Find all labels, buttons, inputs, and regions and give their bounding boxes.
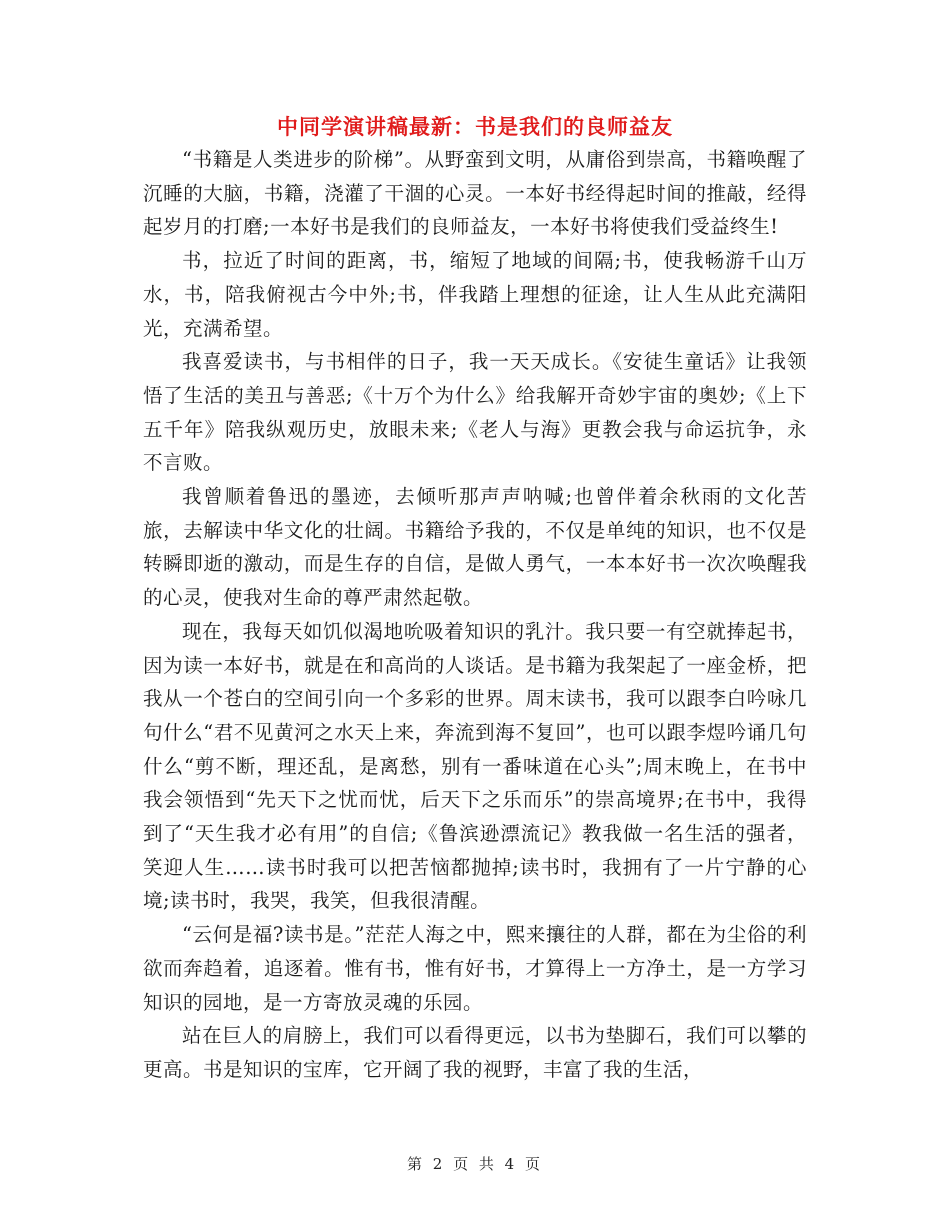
page-title: 中同学演讲稿最新：书是我们的良师益友: [277, 115, 673, 139]
paragraph: 现在，我每天如饥似渴地吮吸着知识的乳汁。我只要一有空就捧起书，因为读一本好书，就是在和高尚的人谈话。是书籍为我架起了一座金桥，把我从一个苍白的空间引向一个多彩的世界。周末读书，我可以跟李白吟咏几句什么“君不见黄河之水天上来，奔流到海不复回”，也可以跟李煜吟诵几句什么“剪不断，理还乱，是离愁，别有一番味道在心头”;周末晚上，在书中我会领悟到“先天下之忧而忧，后天下之乐而乐”的崇高境界;在书中，我得到了“天生我才必有用”的自信;《鲁滨逊漂流记》教我做一名生活的强者，笑迎人生……读书时我可以把苦恼都抛掉;读书时，我拥有了一片宁静的心境;读书时，我哭，我笑，但我很清醒。: [143, 619, 807, 913]
paragraph: 站在巨人的肩膀上，我们可以看得更远，以书为垫脚石，我们可以攀的更高。书是知识的宝库，它开阔了我的视野，丰富了我的生活，: [143, 1024, 807, 1081]
paragraph: 我喜爱读书，与书相伴的日子，我一天天成长。《安徒生童话》让我领悟了生活的美丑与善恶;《十万个为什么》给我解开奇妙宇宙的奥妙;《上下五千年》陪我纵观历史，放眼未来;《老人与海》更教会我与命运抗争，永不言败。: [143, 350, 807, 475]
article-body: [143, 143, 807, 1087]
paragraph: 书，拉近了时间的距离，书，缩短了地域的间隔;书，使我畅游千山万水，书，陪我俯视古今中外;书，伴我踏上理想的征途，让人生从此充满阳光，充满希望。: [143, 249, 807, 340]
page-number-footer: 第 2 页 共 4 页: [407, 1155, 543, 1173]
paragraph: “书籍是人类进步的阶梯”。从野蛮到文明，从庸俗到崇高，书籍唤醒了沉睡的大脑，书籍，浇灌了干涸的心灵。一本好书经得起时间的推敲，经得起岁月的打磨;一本好书是我们的良师益友，一本好书将使我们受益终生!: [143, 148, 807, 239]
paragraph: “云何是福?读书是。”茫茫人海之中，熙来攘往的人群，都在为尘俗的利欲而奔趋着，追逐着。惟有书，惟有好书，才算得上一方净土，是一方学习知识的园地，是一方寄放灵魂的乐园。: [143, 923, 807, 1014]
paragraph: 我曾顺着鲁迅的墨迹，去倾听那声声呐喊;也曾伴着余秋雨的文化苦旅，去解读中华文化的壮阔。书籍给予我的，不仅是单纯的知识，也不仅是转瞬即逝的激动，而是生存的自信，是做人勇气，一本本好书一次次唤醒我的心灵，使我对生命的尊严肃然起敬。: [143, 485, 807, 610]
